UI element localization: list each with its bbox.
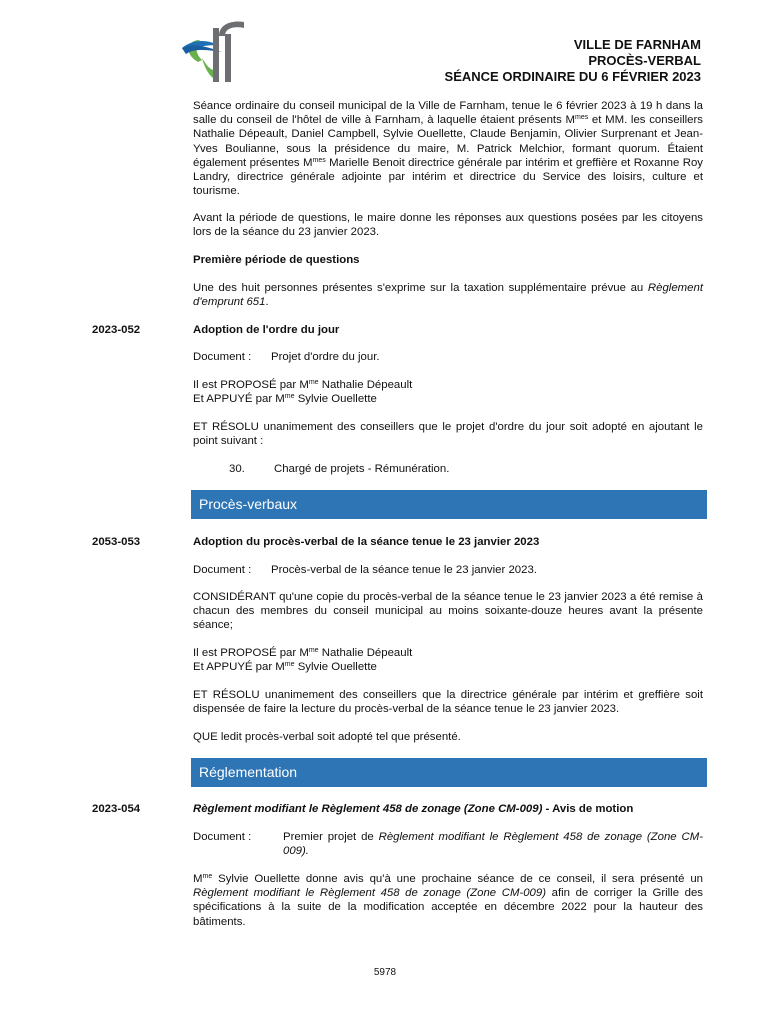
document-header	[445, 37, 701, 85]
questions-heading: Première période de questions	[193, 254, 360, 266]
page-number: 5978	[373, 967, 397, 978]
proposer-line: Il est PROPOSÉ par $M^{me}$ Nathalie Dépeault Et APPUYÉ par $M^{me}$ Sylvie Ouellette	[193, 379, 413, 406]
proposer-line: Il est PROPOSÉ par $M^{me}$ Nathalie Dépeault Et APPUYÉ par $M^{me}$ Sylvie Ouellette	[193, 647, 413, 674]
considerant-paragraph: CONSIDÉRANT qu'une copie du procès-verbal de la séance tenue le 23 janvier 2023 a été remise à chacun des membres du conseil municipal au moins soixante-douze heures avant la présente séance;	[193, 591, 703, 632]
resolution-title: Adoption du procès-verbal de la séance tenue le 23 janvier 2023	[193, 536, 540, 548]
section-banner-proces-verbaux: Procès-verbaux	[191, 490, 707, 519]
farnham-logo	[180, 18, 252, 84]
questions-answers-paragraph: Avant la période de questions, le maire donne les réponses aux questions posées par les citoyens lors de la séance du 23 janvier 2023.	[193, 212, 703, 239]
resolution-number: 2053-053	[92, 536, 141, 548]
document-type: PROCÈS-VERBAL	[588, 53, 701, 68]
resolution-number: 2023-054	[92, 803, 141, 815]
document-line: Document : Procès-verbal de la séance tenue le 23 janvier 2023.	[193, 564, 537, 576]
city-name: VILLE DE FARNHAM	[573, 37, 701, 52]
resolution-text: ET RÉSOLU unanimement des conseillers que la directrice générale par intérim et greffière soit dispensée de faire la lecture du procès-verbal de la séance tenue le 23 janvier 2023.	[193, 689, 703, 716]
session-title: SÉANCE ORDINAIRE DU 6 FÉVRIER 2023	[444, 69, 701, 84]
intro-paragraph: Séance ordinaire du conseil municipal de la Ville de Farnham, tenue le 6 février 2023 à 19 h dans la salle du conseil de l'hôtel de ville à Farnham, à laquelle étaient présents $M^{mes}$ et MM. les conseillers Nathalie Dépeault, Daniel Campbell, Sylvie Ouellette, Claude Benjamin, Olivier Surprenant et Jean-Yves Boulianne, sous la présidence du maire, M. Patrick Melchior, formant quorum. Étaient également présentes $M^{mes}$ Marielle Benoit directrice générale par intérim et greffière et Roxanne Roy Landry, directrice générale adjointe par intérim et directrice du Service des loisirs, culture et tourisme.	[193, 100, 704, 198]
que-paragraph: QUE ledit procès-verbal soit adopté tel que présenté.	[193, 731, 461, 743]
resolution-text: ET RÉSOLU unanimement des conseillers que le projet d'ordre du jour soit adopté en ajoutant le point suivant :	[193, 421, 703, 448]
document-line: Document : Projet d'ordre du jour.	[193, 351, 380, 363]
questions-paragraph: Une des huit personnes présentes s'exprime sur la taxation supplémentaire prévue au Règlement d'emprunt 651.	[193, 282, 703, 309]
document-line: Document : Premier projet de Règlement modifiant le Règlement 458 de zonage (Zone CM-009).	[193, 831, 703, 858]
resolution-title: Adoption de l'ordre du jour	[193, 324, 340, 336]
resolution-number: 2023-052	[92, 324, 141, 336]
section-banner-reglementation: Réglementation	[191, 758, 707, 787]
resolution-title: Règlement modifiant le Règlement 458 de zonage (Zone CM-009) - Avis de motion	[193, 803, 634, 815]
agenda-item: 30. Chargé de projets - Rémunération.	[229, 463, 450, 475]
avis-paragraph: $M^{me}$ Sylvie Ouellette donne avis qu'à une prochaine séance de ce conseil, il sera présenté un Règlement modifiant le Règlement 458 de zonage (Zone CM-009) afin de corriger la Grille des spécifications à la suite de la modification acceptée en décembre 2022 pour la hauteur des bâtiments.	[193, 873, 703, 928]
